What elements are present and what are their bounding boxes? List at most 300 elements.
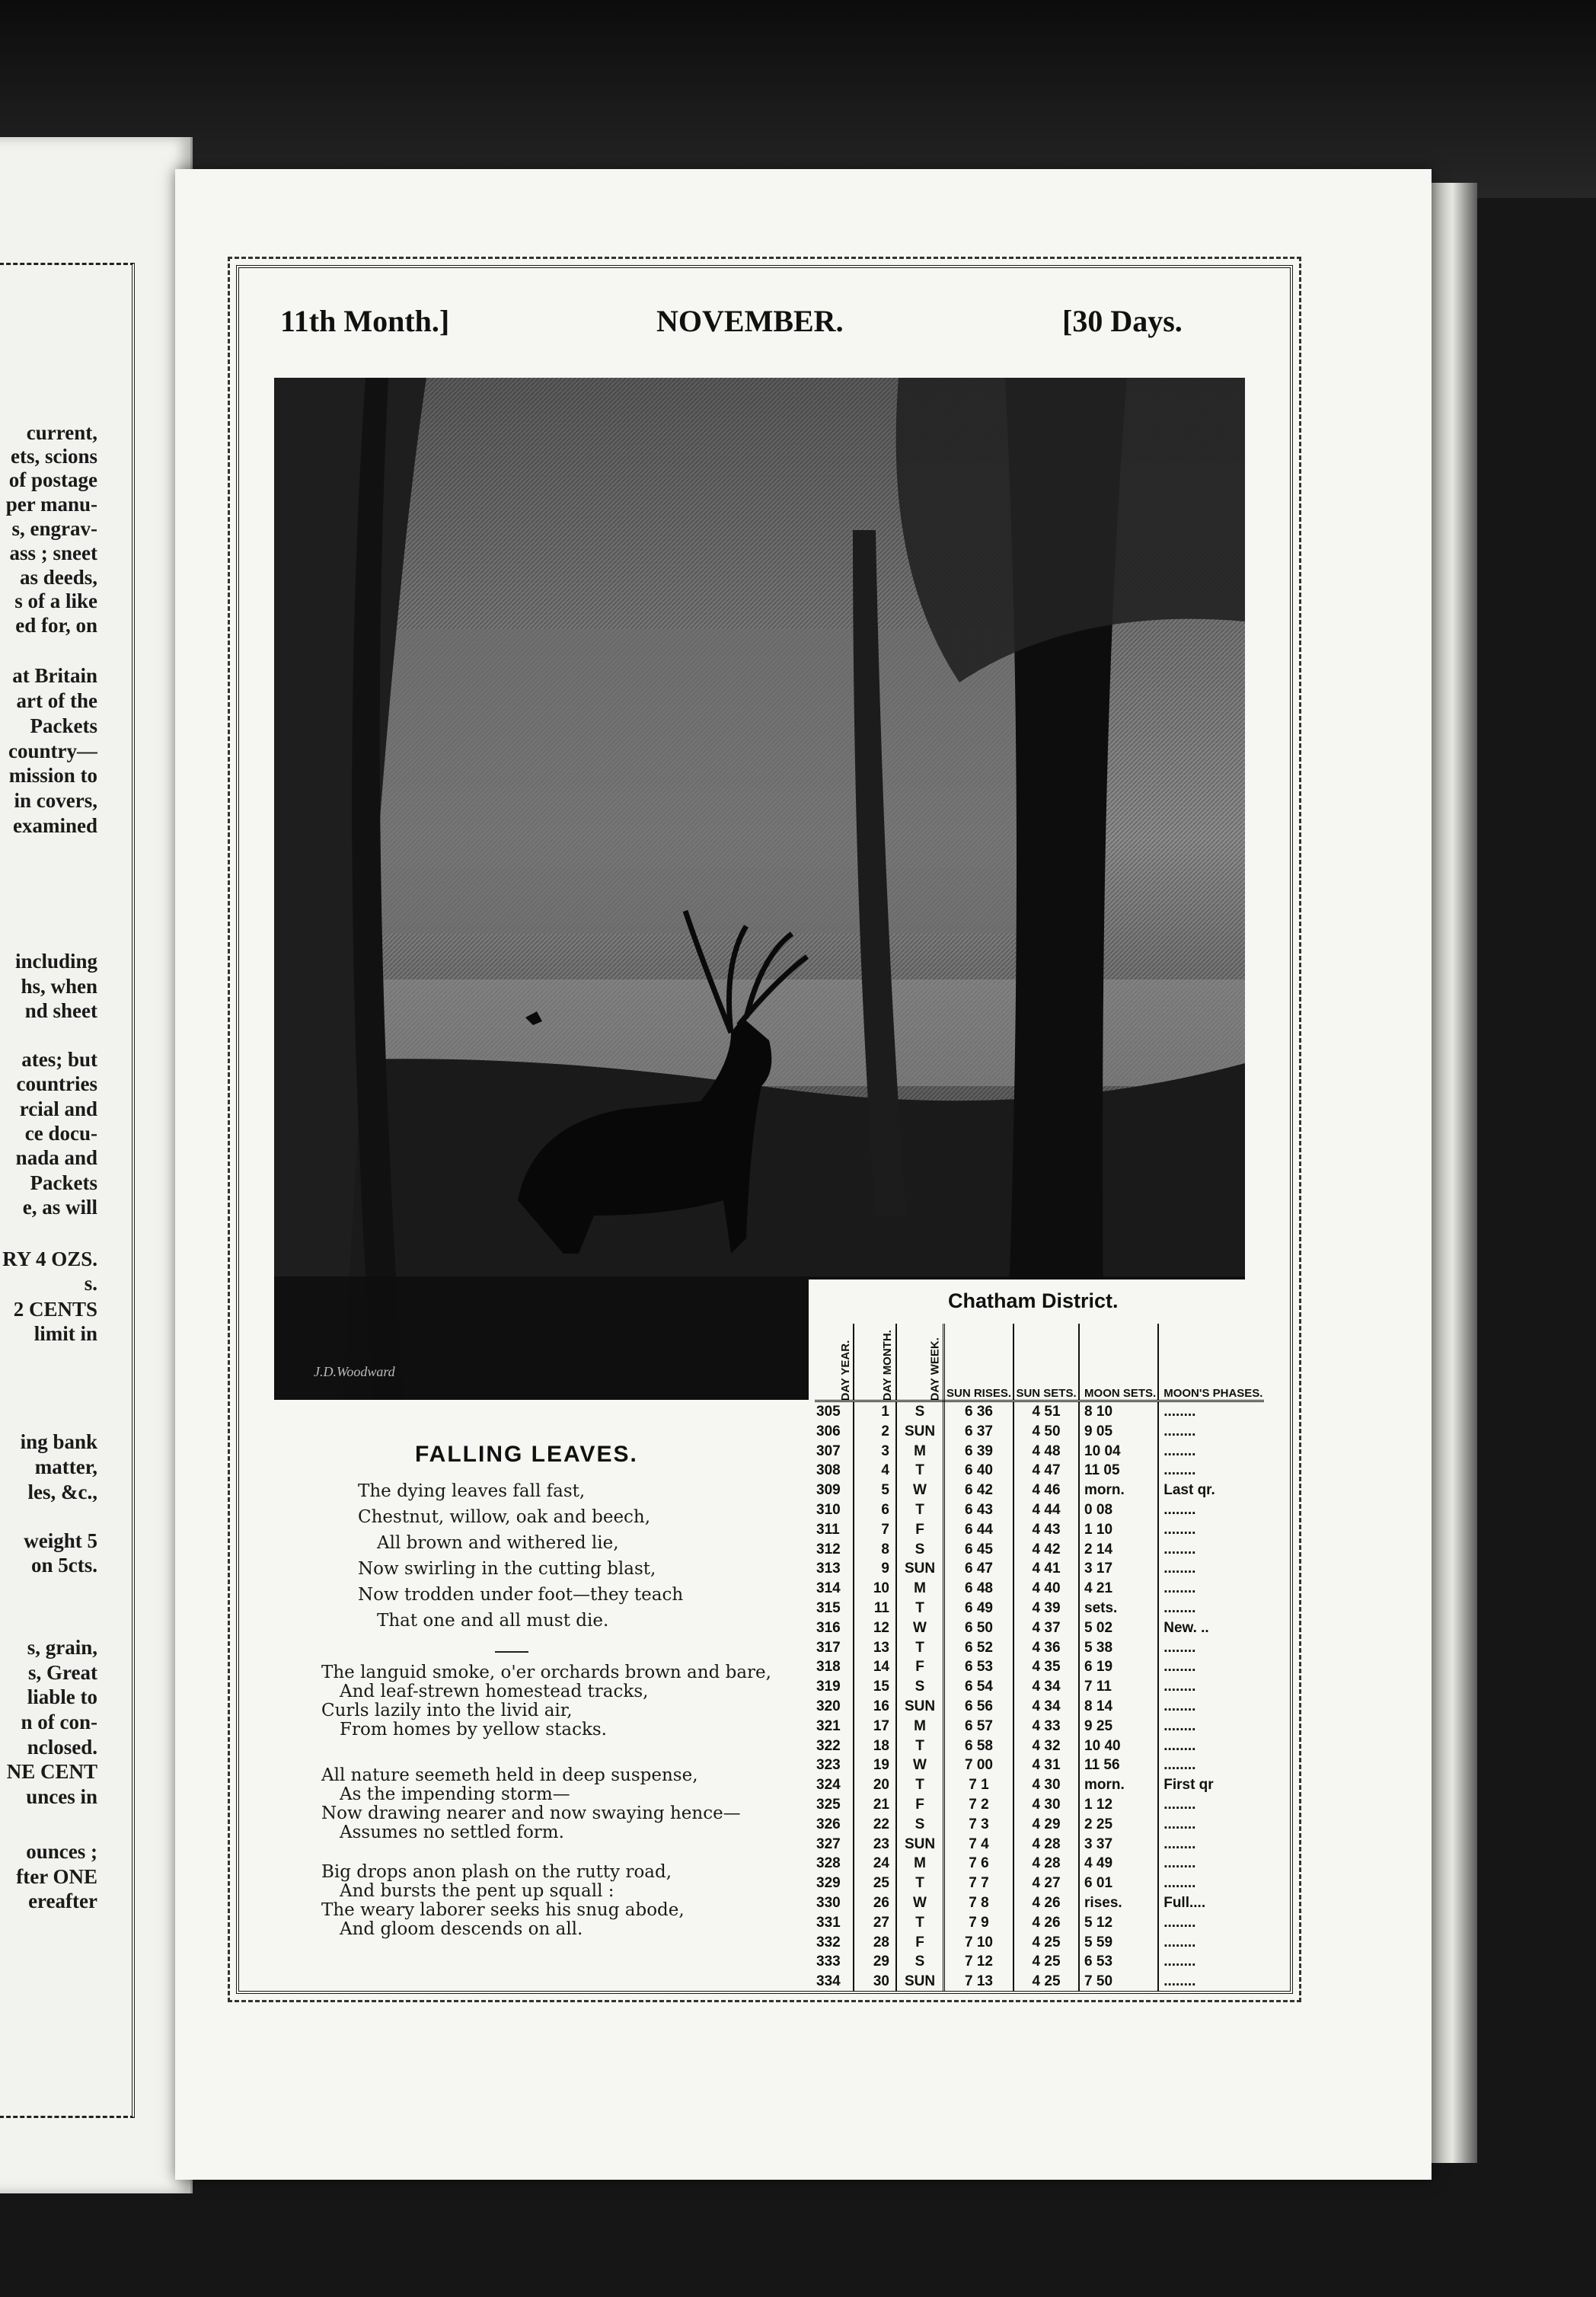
- left-page-line: RY 4 OZS.: [2, 1248, 97, 1270]
- sun-rises-cell: 6 54: [944, 1677, 1014, 1697]
- moon-phase-cell: ........: [1163, 1541, 1196, 1557]
- moon-sets-cell: 4 21: [1079, 1579, 1158, 1599]
- col-sun-rises: SUN RISES.: [944, 1324, 1014, 1401]
- moon-sets-cell: 4 49: [1079, 1854, 1158, 1874]
- almanac-row: [815, 1442, 1264, 1462]
- almanac-row: [815, 1559, 1264, 1579]
- moon-phase-cell: ........: [1163, 1442, 1196, 1459]
- sun-rises-cell: 7 3: [944, 1815, 1014, 1835]
- almanac-row: [815, 1401, 1264, 1422]
- poem-line: And bursts the pent up squall :: [340, 1881, 614, 1901]
- day-of-year-cell: 329: [815, 1874, 854, 1893]
- left-page-line: s of a like: [14, 589, 97, 612]
- day-of-week-cell: S: [896, 1952, 944, 1972]
- sun-sets-cell: 4 25: [1013, 1933, 1079, 1953]
- day-of-year-cell: 310: [815, 1500, 854, 1520]
- sun-rises-cell: 6 40: [944, 1461, 1014, 1481]
- almanac-row: [815, 1893, 1264, 1913]
- day-of-month-cell: 26: [854, 1893, 896, 1913]
- sun-sets-cell: 4 46: [1013, 1481, 1079, 1500]
- day-of-week-cell: SUN: [896, 1972, 944, 1992]
- day-of-year-cell: 326: [815, 1815, 854, 1835]
- moon-phase-cell: ........: [1163, 1875, 1196, 1892]
- day-of-month-cell: 12: [854, 1618, 896, 1638]
- moon-phase-cell: ........: [1163, 1659, 1196, 1676]
- left-page-line: mission to: [8, 764, 97, 787]
- day-of-week-cell: W: [896, 1618, 944, 1638]
- poem-line: Chestnut, willow, oak and beech,: [358, 1507, 651, 1527]
- sun-sets-cell: 4 29: [1013, 1815, 1079, 1835]
- moon-sets-cell: 1 10: [1079, 1520, 1158, 1540]
- day-of-week-cell: F: [896, 1795, 944, 1815]
- sun-rises-cell: 7 9: [944, 1913, 1014, 1933]
- sun-rises-cell: 7 13: [944, 1972, 1014, 1992]
- sun-rises-cell: 6 58: [944, 1736, 1014, 1756]
- artist-signature: J.D.Woodward: [314, 1364, 395, 1379]
- sun-sets-cell: 4 50: [1013, 1422, 1079, 1442]
- col-day-year: DAY YEAR.: [815, 1324, 854, 1401]
- moon-phase-cell: ........: [1163, 1462, 1196, 1479]
- left-page-line: ounces ;: [26, 1840, 97, 1863]
- almanac-row: [815, 1736, 1264, 1756]
- almanac-row: [815, 1755, 1264, 1775]
- sun-rises-cell: 6 42: [944, 1481, 1014, 1500]
- day-of-month-cell: 9: [854, 1559, 896, 1579]
- left-page-line: s, engrav-: [11, 517, 97, 540]
- left-page-line: ed for, on: [15, 614, 97, 637]
- day-of-week-cell: S: [896, 1677, 944, 1697]
- almanac-row: [815, 1874, 1264, 1893]
- left-page-line: ass ; sneet: [9, 542, 97, 564]
- sun-rises-cell: 6 49: [944, 1599, 1014, 1618]
- day-of-week-cell: F: [896, 1657, 944, 1677]
- background-top: [0, 0, 1596, 198]
- moon-sets-cell: 10 40: [1079, 1736, 1158, 1756]
- moon-phase-cell: ........: [1163, 1561, 1196, 1577]
- almanac-row: [815, 1972, 1264, 1992]
- sun-sets-cell: 4 28: [1013, 1854, 1079, 1874]
- left-page-line: fter ONE: [16, 1865, 97, 1888]
- day-of-week-cell: M: [896, 1442, 944, 1462]
- moon-sets-cell: 1 12: [1079, 1795, 1158, 1815]
- moon-phase-cell: ........: [1163, 1954, 1196, 1970]
- day-of-week-cell: W: [896, 1893, 944, 1913]
- moon-phase-cell: ........: [1163, 1737, 1196, 1754]
- almanac-header-row: [815, 1324, 1264, 1401]
- day-of-month-cell: 24: [854, 1854, 896, 1874]
- sun-sets-cell: 4 31: [1013, 1755, 1079, 1775]
- moon-sets-cell: 2 25: [1079, 1815, 1158, 1835]
- day-of-month-cell: 10: [854, 1579, 896, 1599]
- day-of-month-cell: 21: [854, 1795, 896, 1815]
- day-of-year-cell: 334: [815, 1972, 854, 1992]
- day-of-month-cell: 19: [854, 1755, 896, 1775]
- sun-rises-cell: 7 6: [944, 1854, 1014, 1874]
- moon-sets-cell: 5 38: [1079, 1638, 1158, 1658]
- day-of-year-cell: 321: [815, 1717, 854, 1736]
- poem-line: Assumes no settled form.: [340, 1823, 564, 1842]
- sun-rises-cell: 6 53: [944, 1657, 1014, 1677]
- poem-line: Curls lazily into the livid air,: [321, 1701, 573, 1720]
- almanac-row: [815, 1520, 1264, 1540]
- day-of-year-cell: 316: [815, 1618, 854, 1638]
- poem-line: From homes by yellow stacks.: [340, 1720, 607, 1740]
- moon-phase-cell: New. ..: [1163, 1619, 1209, 1636]
- day-of-week-cell: W: [896, 1481, 944, 1500]
- moon-phase-cell: ........: [1163, 1934, 1196, 1950]
- left-page-line: Packets: [30, 1171, 97, 1194]
- sun-sets-cell: 4 33: [1013, 1717, 1079, 1736]
- sun-rises-cell: 6 47: [944, 1559, 1014, 1579]
- poem-line: That one and all must die.: [377, 1611, 609, 1631]
- sun-rises-cell: 6 37: [944, 1422, 1014, 1442]
- day-of-year-cell: 317: [815, 1638, 854, 1658]
- moon-phase-cell: First qr: [1163, 1777, 1214, 1794]
- day-of-year-cell: 315: [815, 1599, 854, 1618]
- almanac-row: [815, 1697, 1264, 1717]
- moon-phase-cell: ........: [1163, 1973, 1196, 1990]
- moon-phase-cell: ........: [1163, 1835, 1196, 1852]
- moon-sets-cell: 2 14: [1079, 1540, 1158, 1560]
- day-of-year-cell: 314: [815, 1579, 854, 1599]
- day-of-year-cell: 309: [815, 1481, 854, 1500]
- day-of-year-cell: 327: [815, 1835, 854, 1855]
- almanac-table: [815, 1299, 1264, 1992]
- day-of-year-cell: 313: [815, 1559, 854, 1579]
- sun-sets-cell: 4 39: [1013, 1599, 1079, 1618]
- left-page-line: weight 5: [24, 1529, 97, 1552]
- left-page-line: liable to: [27, 1685, 97, 1708]
- almanac-row: [815, 1657, 1264, 1677]
- moon-phase-cell: ........: [1163, 1717, 1196, 1734]
- day-of-week-cell: T: [896, 1874, 944, 1893]
- day-of-week-cell: S: [896, 1540, 944, 1560]
- sun-sets-cell: 4 51: [1013, 1401, 1079, 1422]
- left-page-line: current,: [26, 421, 97, 444]
- left-page-line: Packets: [30, 714, 97, 737]
- moon-sets-cell: morn.: [1079, 1481, 1158, 1500]
- left-page-line: s, grain,: [27, 1636, 97, 1659]
- almanac-row: [815, 1933, 1264, 1953]
- day-of-month-cell: 16: [854, 1697, 896, 1717]
- sun-sets-cell: 4 25: [1013, 1972, 1079, 1992]
- moon-phase-cell: ........: [1163, 1501, 1196, 1518]
- moon-phase-cell: ........: [1163, 1521, 1196, 1538]
- day-of-month-cell: 2: [854, 1422, 896, 1442]
- col-moon-phases: MOON'S PHASES.: [1158, 1324, 1264, 1401]
- moon-phase-cell: ........: [1163, 1698, 1196, 1714]
- day-of-month-cell: 3: [854, 1442, 896, 1462]
- day-of-month-cell: 18: [854, 1736, 896, 1756]
- sun-sets-cell: 4 30: [1013, 1795, 1079, 1815]
- left-page-line: s.: [84, 1272, 97, 1295]
- sun-sets-cell: 4 28: [1013, 1835, 1079, 1855]
- almanac-row: [815, 1795, 1264, 1815]
- day-of-month-cell: 22: [854, 1815, 896, 1835]
- left-page-line: including: [14, 950, 97, 973]
- left-page-line: nada and: [15, 1146, 97, 1169]
- left-page-line: rcial and: [19, 1097, 97, 1120]
- sun-rises-cell: 7 2: [944, 1795, 1014, 1815]
- moon-sets-cell: 8 14: [1079, 1697, 1158, 1717]
- moon-sets-cell: 7 50: [1079, 1972, 1158, 1992]
- almanac-row: [815, 1599, 1264, 1618]
- moon-phase-cell: ........: [1163, 1816, 1196, 1832]
- day-of-year-cell: 312: [815, 1540, 854, 1560]
- moon-sets-cell: 8 10: [1079, 1401, 1158, 1422]
- moon-phase-cell: ........: [1163, 1639, 1196, 1656]
- sun-rises-cell: 7 4: [944, 1835, 1014, 1855]
- almanac-row: [815, 1422, 1264, 1442]
- moon-sets-cell: 11 56: [1079, 1755, 1158, 1775]
- moon-phase-cell: ........: [1163, 1599, 1196, 1616]
- almanac-body: [815, 1401, 1264, 1992]
- day-of-month-cell: 15: [854, 1677, 896, 1697]
- col-day-month: DAY MONTH.: [854, 1324, 896, 1401]
- forest-stag-engraving: [274, 378, 1245, 1400]
- sun-rises-cell: 6 48: [944, 1579, 1014, 1599]
- poem-line: Now drawing nearer and now swaying hence—: [321, 1803, 741, 1823]
- day-of-week-cell: W: [896, 1755, 944, 1775]
- stanza-divider: [495, 1651, 528, 1653]
- moon-phase-cell: Full....: [1163, 1894, 1206, 1911]
- moon-sets-cell: 6 01: [1079, 1874, 1158, 1893]
- day-of-year-cell: 325: [815, 1795, 854, 1815]
- moon-phase-cell: ........: [1163, 1580, 1196, 1597]
- month-number: 11th Month.]: [280, 304, 450, 338]
- moon-phase-cell: ........: [1163, 1914, 1196, 1931]
- day-of-year-cell: 305: [815, 1401, 854, 1422]
- left-page-line: country—: [8, 740, 97, 762]
- almanac-row: [815, 1815, 1264, 1835]
- sun-sets-cell: 4 41: [1013, 1559, 1079, 1579]
- left-page-line: per manu-: [5, 493, 97, 516]
- sun-rises-cell: 7 10: [944, 1933, 1014, 1953]
- day-of-month-cell: 14: [854, 1657, 896, 1677]
- moon-sets-cell: 5 59: [1079, 1933, 1158, 1953]
- day-of-year-cell: 332: [815, 1933, 854, 1953]
- moon-sets-cell: 6 19: [1079, 1657, 1158, 1677]
- moon-sets-cell: 9 05: [1079, 1422, 1158, 1442]
- day-of-month-cell: 5: [854, 1481, 896, 1500]
- day-of-month-cell: 25: [854, 1874, 896, 1893]
- sun-sets-cell: 4 44: [1013, 1500, 1079, 1520]
- almanac-row: [815, 1717, 1264, 1736]
- sun-rises-cell: 6 44: [944, 1520, 1014, 1540]
- poem-line: As the impending storm—: [340, 1784, 570, 1804]
- sun-sets-cell: 4 34: [1013, 1677, 1079, 1697]
- poem-line: And gloom descends on all.: [340, 1919, 583, 1939]
- day-of-week-cell: SUN: [896, 1835, 944, 1855]
- moon-sets-cell: 3 17: [1079, 1559, 1158, 1579]
- moon-sets-cell: 3 37: [1079, 1835, 1158, 1855]
- day-of-month-cell: 11: [854, 1599, 896, 1618]
- almanac-row: [815, 1677, 1264, 1697]
- moon-sets-cell: 5 02: [1079, 1618, 1158, 1638]
- almanac-row: [815, 1854, 1264, 1874]
- day-of-week-cell: S: [896, 1401, 944, 1422]
- district-title: Chatham District.: [948, 1289, 1119, 1312]
- poem-line: Now trodden under foot—they teach: [358, 1585, 684, 1605]
- left-page-line: art of the: [16, 689, 97, 712]
- day-of-year-cell: 322: [815, 1736, 854, 1756]
- day-of-year-cell: 331: [815, 1913, 854, 1933]
- left-page-line: limit in: [34, 1322, 97, 1345]
- col-sun-sets: SUN SETS.: [1013, 1324, 1079, 1401]
- poem-line: Big drops anon plash on the rutty road,: [321, 1862, 672, 1882]
- sun-rises-cell: 7 12: [944, 1952, 1014, 1972]
- day-of-week-cell: T: [896, 1500, 944, 1520]
- sun-rises-cell: 6 52: [944, 1638, 1014, 1658]
- sun-rises-cell: 7 8: [944, 1893, 1014, 1913]
- left-page-line: nclosed.: [27, 1736, 97, 1759]
- sun-sets-cell: 4 43: [1013, 1520, 1079, 1540]
- moon-sets-cell: morn.: [1079, 1775, 1158, 1795]
- sun-sets-cell: 4 25: [1013, 1952, 1079, 1972]
- day-of-month-cell: 23: [854, 1835, 896, 1855]
- day-of-month-cell: 29: [854, 1952, 896, 1972]
- moon-phase-cell: Last qr.: [1163, 1482, 1215, 1499]
- day-of-month-cell: 8: [854, 1540, 896, 1560]
- sun-sets-cell: 4 32: [1013, 1736, 1079, 1756]
- moon-sets-cell: 0 08: [1079, 1500, 1158, 1520]
- poem-line: All brown and withered lie,: [377, 1533, 619, 1553]
- day-of-year-cell: 320: [815, 1697, 854, 1717]
- sun-sets-cell: 4 48: [1013, 1442, 1079, 1462]
- left-page-line: ets, scions: [11, 445, 97, 468]
- day-of-week-cell: SUN: [896, 1422, 944, 1442]
- day-of-year-cell: 323: [815, 1755, 854, 1775]
- moon-phase-cell: ........: [1163, 1796, 1196, 1813]
- left-page-line: unces in: [26, 1785, 97, 1808]
- sun-rises-cell: 6 36: [944, 1401, 1014, 1422]
- left-page-line: n of con-: [21, 1711, 97, 1733]
- day-of-week-cell: SUN: [896, 1697, 944, 1717]
- almanac-row: [815, 1481, 1264, 1500]
- col-day-week: DAY WEEK.: [896, 1324, 944, 1401]
- day-of-year-cell: 330: [815, 1893, 854, 1913]
- sun-rises-cell: 6 50: [944, 1618, 1014, 1638]
- poem-line: Now swirling in the cutting blast,: [358, 1559, 656, 1579]
- day-of-year-cell: 307: [815, 1442, 854, 1462]
- almanac-row: [815, 1540, 1264, 1560]
- col-moon-sets: MOON SETS.: [1079, 1324, 1158, 1401]
- day-of-week-cell: M: [896, 1717, 944, 1736]
- sun-sets-cell: 4 34: [1013, 1697, 1079, 1717]
- sun-sets-cell: 4 26: [1013, 1913, 1079, 1933]
- sun-rises-cell: 6 57: [944, 1717, 1014, 1736]
- left-page-line: hs, when: [21, 975, 97, 998]
- moon-sets-cell: 9 25: [1079, 1717, 1158, 1736]
- day-of-year-cell: 328: [815, 1854, 854, 1874]
- poem-line: The weary laborer seeks his snug abode,: [321, 1900, 685, 1920]
- left-page-line: 2 CENTS: [13, 1298, 97, 1321]
- day-of-week-cell: F: [896, 1520, 944, 1540]
- left-page-line: at Britain: [12, 664, 97, 687]
- left-page-line: ce docu-: [24, 1122, 97, 1145]
- sun-rises-cell: 6 56: [944, 1697, 1014, 1717]
- day-of-month-cell: 27: [854, 1913, 896, 1933]
- day-of-month-cell: 13: [854, 1638, 896, 1658]
- sun-rises-cell: 6 45: [944, 1540, 1014, 1560]
- left-page-line: e, as will: [22, 1196, 97, 1219]
- day-of-year-cell: 318: [815, 1657, 854, 1677]
- left-page-line: ates; but: [21, 1048, 97, 1071]
- left-page-line: NE CENT: [6, 1760, 97, 1783]
- moon-phase-cell: ........: [1163, 1679, 1196, 1695]
- day-of-month-cell: 6: [854, 1500, 896, 1520]
- moon-phase-cell: ........: [1163, 1423, 1196, 1439]
- day-of-year-cell: 324: [815, 1775, 854, 1795]
- day-of-month-cell: 30: [854, 1972, 896, 1992]
- sun-sets-cell: 4 30: [1013, 1775, 1079, 1795]
- month-title: NOVEMBER.: [656, 304, 844, 338]
- day-of-month-cell: 4: [854, 1461, 896, 1481]
- poem-line: All nature seemeth held in deep suspense,: [321, 1765, 698, 1785]
- left-page-line: as deeds,: [19, 566, 97, 589]
- almanac-row: [815, 1579, 1264, 1599]
- almanac-row: [815, 1835, 1264, 1855]
- almanac-row: [815, 1775, 1264, 1795]
- moon-sets-cell: 5 12: [1079, 1913, 1158, 1933]
- day-of-week-cell: T: [896, 1461, 944, 1481]
- left-page-line: ereafter: [28, 1890, 97, 1912]
- left-page-line: nd sheet: [24, 999, 97, 1022]
- left-page-line: s, Great: [28, 1661, 97, 1684]
- sun-rises-cell: 7 7: [944, 1874, 1014, 1893]
- sun-sets-cell: 4 40: [1013, 1579, 1079, 1599]
- almanac-row: [815, 1618, 1264, 1638]
- moon-sets-cell: 10 04: [1079, 1442, 1158, 1462]
- day-of-week-cell: T: [896, 1736, 944, 1756]
- left-page-line: on 5cts.: [31, 1554, 97, 1577]
- left-page-line: of postage: [8, 468, 97, 491]
- poem-line: The languid smoke, o'er orchards brown and bare,: [321, 1663, 771, 1682]
- day-of-month-cell: 1: [854, 1401, 896, 1422]
- left-page-line: ing bank: [20, 1430, 97, 1453]
- sun-rises-cell: 6 43: [944, 1500, 1014, 1520]
- moon-phase-cell: ........: [1163, 1404, 1196, 1420]
- left-page-line: les, &c.,: [27, 1481, 97, 1503]
- day-of-month-cell: 28: [854, 1933, 896, 1953]
- day-of-week-cell: S: [896, 1815, 944, 1835]
- sun-sets-cell: 4 26: [1013, 1893, 1079, 1913]
- almanac-row: [815, 1638, 1264, 1658]
- moon-sets-cell: 6 53: [1079, 1952, 1158, 1972]
- left-page-line: countries: [16, 1072, 97, 1095]
- poem-line: The dying leaves fall fast,: [358, 1481, 586, 1501]
- day-of-year-cell: 311: [815, 1520, 854, 1540]
- left-page-line: in covers,: [14, 789, 97, 812]
- day-of-month-cell: 7: [854, 1520, 896, 1540]
- moon-phase-cell: ........: [1163, 1855, 1196, 1872]
- day-of-week-cell: T: [896, 1775, 944, 1795]
- moon-sets-cell: sets.: [1079, 1599, 1158, 1618]
- poem-title: FALLING LEAVES.: [415, 1442, 638, 1467]
- day-of-year-cell: 308: [815, 1461, 854, 1481]
- day-of-week-cell: T: [896, 1599, 944, 1618]
- moon-sets-cell: 7 11: [1079, 1677, 1158, 1697]
- sun-rises-cell: 7 00: [944, 1755, 1014, 1775]
- day-of-year-cell: 319: [815, 1677, 854, 1697]
- day-of-week-cell: F: [896, 1933, 944, 1953]
- poem-line: And leaf-strewn homestead tracks,: [340, 1682, 649, 1701]
- day-of-month-cell: 17: [854, 1717, 896, 1736]
- day-of-week-cell: M: [896, 1579, 944, 1599]
- sun-rises-cell: 7 1: [944, 1775, 1014, 1795]
- moon-sets-cell: 11 05: [1079, 1461, 1158, 1481]
- almanac-row: [815, 1952, 1264, 1972]
